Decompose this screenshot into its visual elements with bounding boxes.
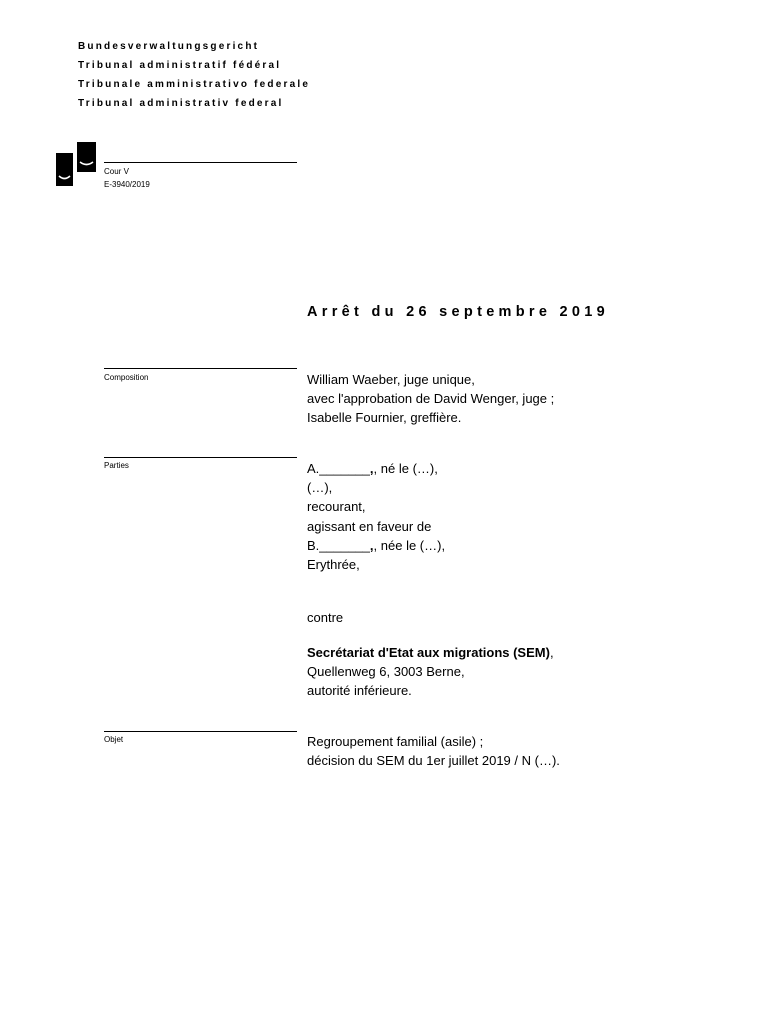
appellant-address: (…), <box>307 480 333 496</box>
parties-divider <box>104 457 297 458</box>
appellant-comma: , <box>369 461 374 476</box>
beneficiary-comma: , <box>369 537 374 553</box>
case-number: E-3940/2019 <box>104 180 150 189</box>
parties-label: Parties <box>104 461 129 470</box>
header-divider <box>104 162 297 163</box>
authority-name-suffix: , <box>549 645 554 660</box>
versus-label: contre <box>307 610 344 625</box>
beneficiary-initial: B. <box>307 537 320 553</box>
beneficiary-line <box>307 536 445 555</box>
court-logo-icon <box>56 142 96 186</box>
subject-label: Objet <box>104 735 124 744</box>
appellant-role: recourant, <box>307 499 366 515</box>
subject-line: décision du SEM du 1er juillet 2019 / N (…). <box>307 753 560 769</box>
acting-for: agissant en faveur de <box>307 518 432 534</box>
court-name-de: Bundesverwaltungsgericht <box>78 41 260 52</box>
subject-line: Regroupement familial (asile) ; <box>307 734 484 749</box>
parties-block <box>307 459 445 574</box>
beneficiary-birth: , née le (…), <box>373 537 446 553</box>
appellant-blank: _______ <box>319 461 370 476</box>
appellant-birth: , né le (…), <box>373 461 438 476</box>
composition-line: William Waeber, juge unique, <box>307 372 475 387</box>
judgment-title: Arrêt du 26 septembre 2019 <box>307 304 609 320</box>
beneficiary-country: Erythrée, <box>307 557 360 573</box>
composition-line: avec l'approbation de David Wenger, juge ; <box>307 391 555 407</box>
composition-label: Composition <box>104 373 149 382</box>
court-name-it: Tribunale amministrativo federale <box>78 79 311 90</box>
composition-divider <box>104 368 297 369</box>
subject-divider <box>104 731 297 732</box>
appellant-initial: A. <box>307 461 320 476</box>
authority-line <box>307 643 554 662</box>
appellant-line <box>307 459 445 478</box>
court-name-rm: Tribunal administrativ federal <box>78 98 284 109</box>
subject-block <box>307 732 560 770</box>
chamber-label: Cour V <box>104 167 129 176</box>
composition-line: Isabelle Fournier, greffière. <box>307 410 462 426</box>
authority-block <box>307 643 554 701</box>
beneficiary-blank: _______ <box>319 537 370 553</box>
authority-name: Secrétariat d'Etat aux migrations (SEM) <box>307 645 550 660</box>
composition-block <box>307 370 554 428</box>
authority-address: Quellenweg 6, 3003 Berne, <box>307 664 465 680</box>
authority-role: autorité inférieure. <box>307 683 412 699</box>
court-name-fr: Tribunal administratif fédéral <box>78 60 282 71</box>
